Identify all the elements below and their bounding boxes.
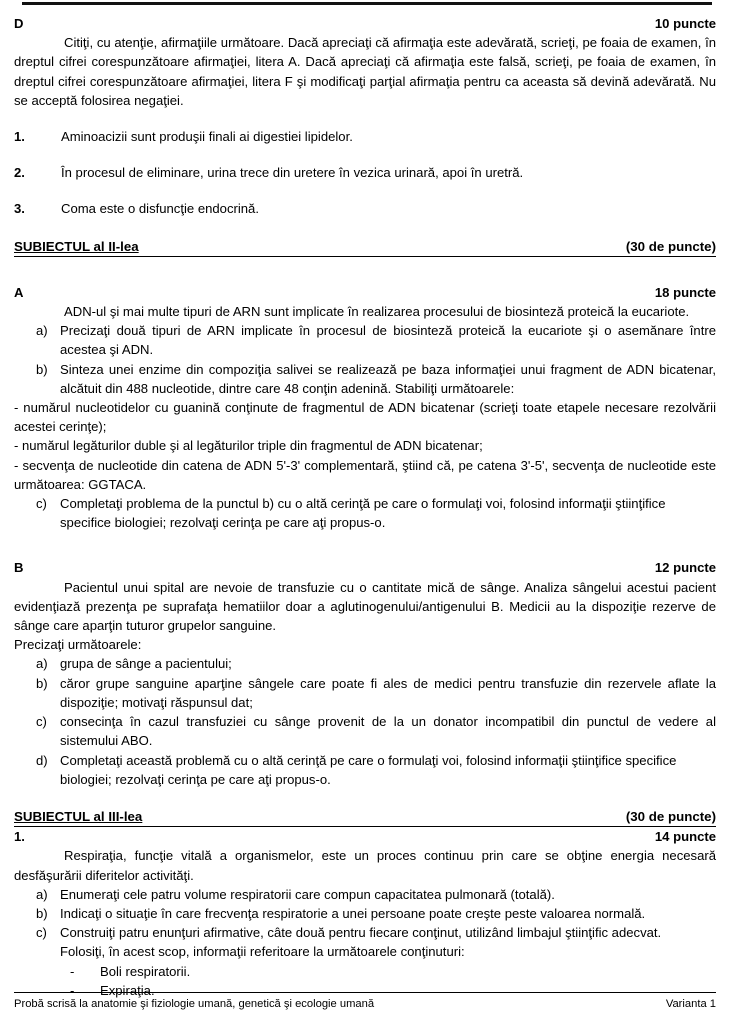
- statement-number: 3.: [14, 201, 25, 217]
- part-a-dash-requirement-1: - numărul nucleotidelor cu guanină conţinute de fragmentul de ADN bicatenar (scrieţi toate etapele necesare rezolvării acestei cerinţe);: [14, 400, 716, 435]
- subiect-3-title: SUBIECTUL al III-lea: [14, 808, 143, 824]
- subiect-3-heading: [14, 807, 716, 827]
- subiect-3-points: (30 de puncte): [625, 808, 716, 824]
- subiect-3-intro: Respiraţia, funcţie vitală a organismelor, este un proces continuu prin care se obţine energia necesară desfăşurării diferitelor activităţi.: [14, 848, 716, 883]
- content-text: Expiraţia.: [100, 982, 155, 998]
- part-a-dash-requirement-2: - numărul legăturilor duble şi al legăturilor triple din fragmentul de ADN bicatenar;: [14, 438, 483, 454]
- list-item: [14, 712, 716, 750]
- part-b-header: [14, 558, 716, 577]
- statement-number: 1.: [14, 129, 25, 145]
- statement-text: Coma este o disfuncţie endocrină.: [61, 201, 259, 217]
- list-item: [14, 360, 716, 398]
- subiect-2-points: (30 de puncte): [625, 238, 716, 254]
- part-a-header: [14, 283, 716, 302]
- part-b-label: B: [14, 560, 24, 576]
- subiect-2-heading: [14, 237, 716, 257]
- subiect-3-item-header: [14, 827, 716, 846]
- item-text: Completaţi această problemă cu o altă cerinţă pe care o formulaţi voi, folosind informaţii ştiinţifice specifice biologiei; rezolvaţi cerinţa pe care aţi propus-o.: [60, 752, 677, 787]
- item-text: Indicaţi o situaţie în care frecvenţa respiratorie a unei persoane poate creşte peste valoarea normală.: [60, 905, 646, 921]
- section-d-statement-list: [14, 127, 716, 219]
- list-item: [14, 321, 716, 359]
- item-letter: b): [36, 361, 48, 377]
- item-letter: c): [36, 714, 47, 730]
- section-d-instruction: Citiţi, cu atenţie, afirmaţiile următoare. Dacă apreciaţi că afirmaţia este adevărată, scrieţi, pe foaia de examen, în dreptul cifrei corespunzătoare afirmaţiei, litera A. Dacă apreciaţi că afirmaţia este falsă, scrieţi, pe foaia de examen, în dreptul cifrei corespunzătoare afirmaţiei, litera F şi modificaţi parţial afirmaţia pentru ca aceasta să devină adevărată. Nu se acceptă folosirea negaţiei.: [14, 35, 716, 108]
- list-item: [14, 751, 716, 789]
- list-item: [14, 674, 716, 712]
- list-item: [60, 962, 716, 981]
- item-letter: c): [36, 496, 47, 512]
- content-text: Boli respiratorii.: [100, 963, 191, 979]
- list-item: [14, 654, 716, 673]
- list-item: [14, 127, 716, 146]
- subiect-3-folositi-line: Folosiţi, în acest scop, informaţii referitoare la următoarele conţinuturi:: [60, 944, 465, 960]
- part-a-item-c-list: [14, 494, 716, 532]
- list-item: [14, 199, 716, 218]
- list-item: [14, 904, 716, 923]
- item-letter: b): [36, 675, 48, 691]
- part-a-dash-requirement-3: - secvenţa de nucleotide din catena de ADN 5'-3' complementară, ştiind că, pe catena 3'-5', secvenţa de nucleotide este următoarea: GGTACA.: [14, 457, 716, 492]
- item-text: Completaţi problema de la punctul b) cu o altă cerinţă pe care o formulaţi voi, folosind informaţii ştiinţifice specifice biologiei; rezolvaţi cerinţa pe care aţi propus-o.: [60, 496, 666, 531]
- section-d-points: 10 puncte: [654, 16, 716, 31]
- item-text: consecinţa în cazul transfuziei cu sânge provenit de la un donator incompatibil din punctul de vedere al sistemului ABO.: [60, 714, 716, 749]
- item-letter: a): [36, 886, 48, 902]
- part-a-label: A: [14, 284, 24, 300]
- dash-marker: -: [70, 963, 75, 979]
- item-text: Sinteza unei enzime din compoziţia salivei se realizează pe baza informaţiei unui fragment de ADN bicatenar, alcătuit din 488 nucleotide, dintre care 48 conţin adenină. Stabiliţi următoarele:: [60, 361, 716, 396]
- footer-left-text: Probă scrisă la anatomie şi fiziologie umană, genetică şi ecologie umană: [14, 998, 375, 1010]
- list-item: [14, 923, 716, 942]
- item-letter: c): [36, 925, 47, 941]
- part-b-intro: Pacientul unui spital are nevoie de transfuzie cu o cantitate mică de sânge. Analiza sângelui acestui pacient evidenţiază prezenţa pe suprafaţa hematiilor doar a aglutinogenului/antigenului B. Medicii au la dispoziţie rezerve de sânge care aparţin tuturor grupelor sanguine.: [14, 579, 716, 634]
- page-footer: [14, 992, 716, 1012]
- subiect-2-title: SUBIECTUL al II-lea: [14, 238, 139, 254]
- part-a-points: 18 puncte: [654, 284, 716, 300]
- list-item: [14, 163, 716, 182]
- part-a-item-list: [14, 321, 716, 398]
- list-item: [14, 885, 716, 904]
- part-a-intro: ADN-ul şi mai multe tipuri de ARN sunt implicate în realizarea procesului de biosinteză proteică la eucariote.: [64, 304, 690, 320]
- item-text: Construiţi patru enunţuri afirmative, câte două pentru fiecare conţinut, utilizând limbajul ştiinţific adecvat.: [60, 925, 662, 941]
- item-text: căror grupe sanguine aparţine sângele care poate fi ales de medici pentru transfuzie din rezervele aflate la dispoziţie; motivaţi răspunsul dat;: [60, 675, 716, 710]
- footer-right-text: Varianta 1: [665, 998, 716, 1010]
- statement-text: În procesul de eliminare, urina trece din uretere în vezica urinară, apoi în uretră.: [61, 165, 524, 181]
- section-d-header: [14, 14, 716, 33]
- dash-marker: -: [70, 982, 75, 998]
- list-item: [14, 494, 716, 532]
- item-text: Precizaţi două tipuri de ARN implicate în procesul de biosinteză proteică la eucariote şi o asemănare între acestea şi ADN.: [60, 323, 716, 358]
- page-content: [14, 0, 716, 1000]
- statement-number: 2.: [14, 165, 25, 181]
- item-letter: d): [36, 752, 48, 768]
- part-b-item-list: [14, 654, 716, 788]
- item-letter: b): [36, 905, 48, 921]
- section-d-label: D: [14, 16, 24, 31]
- statement-text: Aminoacizii sunt produşii finali ai digestiei lipidelor.: [61, 129, 353, 145]
- item-letter: a): [36, 656, 48, 672]
- item-text: grupa de sânge a pacientului;: [60, 656, 232, 672]
- part-b-points: 12 puncte: [654, 560, 716, 576]
- subiect-3-item-list: [14, 885, 716, 943]
- part-b-lead: Precizaţi următoarele:: [14, 637, 142, 653]
- subiect-3-item-points: 14 puncte: [654, 829, 716, 845]
- subiect-3-item-number: 1.: [14, 829, 25, 845]
- item-letter: a): [36, 323, 48, 339]
- item-text: Enumeraţi cele patru volume respiratorii care compun capacitatea pulmonară (totală).: [60, 886, 555, 902]
